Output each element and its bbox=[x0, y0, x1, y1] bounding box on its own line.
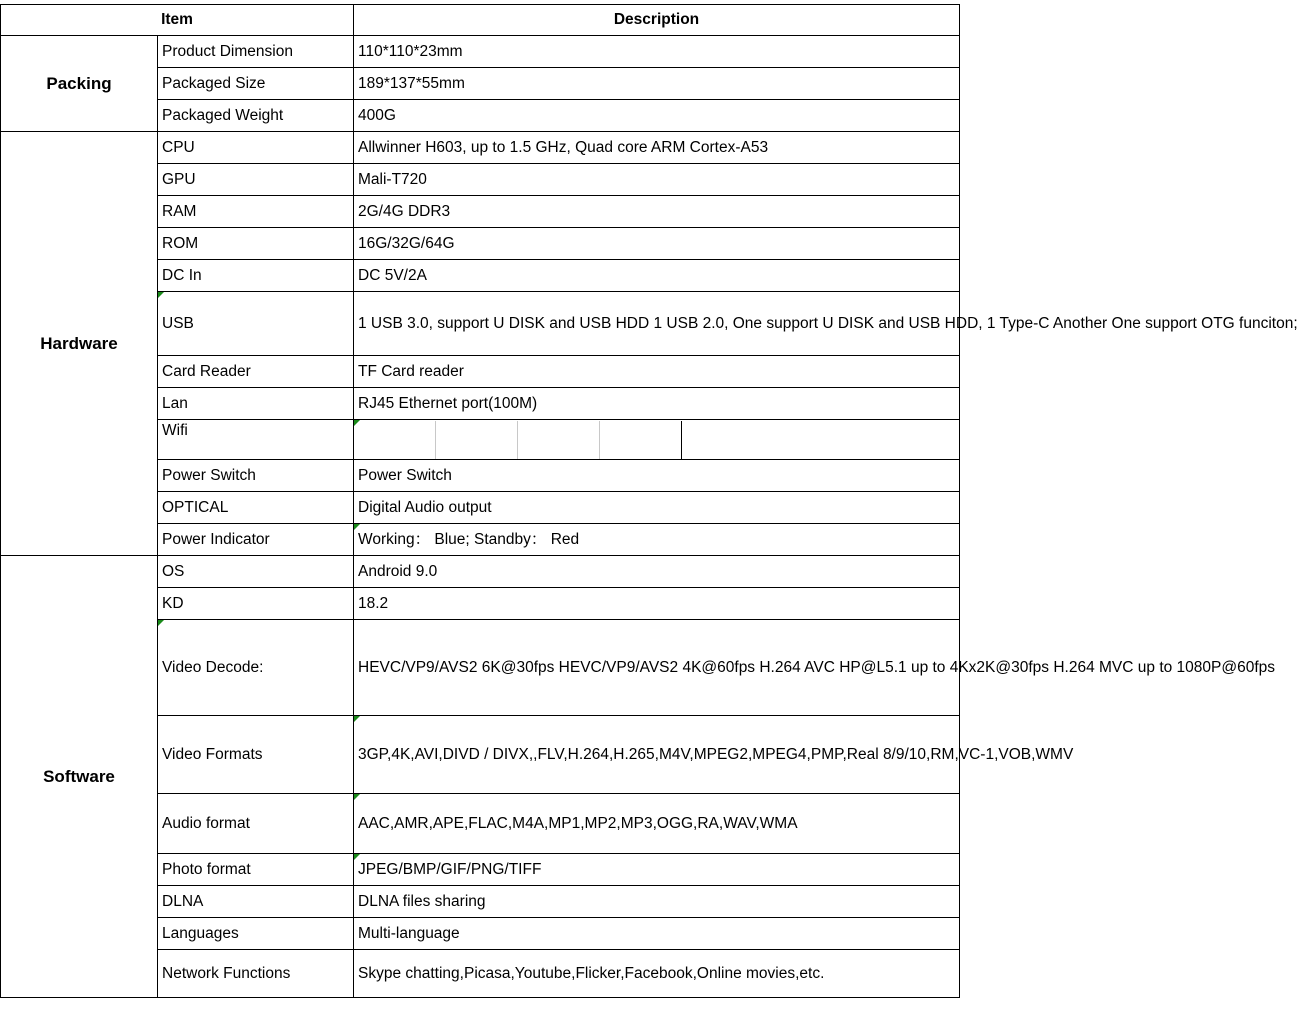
item-label: RAM bbox=[158, 196, 354, 228]
header-item: Item bbox=[1, 5, 354, 36]
item-value: HEVC/VP9/AVS2 6K@30fps HEVC/VP9/AVS2 4K@60fps H.264 AVC HP@L5.1 up to 4Kx2K@30fps H.264 MVC up to 1080P@60fps bbox=[354, 620, 960, 716]
item-value: Android 9.0 bbox=[354, 556, 960, 588]
category-software: Software bbox=[1, 556, 158, 998]
category-hardware: Hardware bbox=[1, 132, 158, 556]
item-value: Skype chatting,Picasa,Youtube,Flicker,Facebook,Online movies,etc. bbox=[354, 950, 960, 998]
item-value: 16G/32G/64G bbox=[354, 228, 960, 260]
item-label: GPU bbox=[158, 164, 354, 196]
wifi-value bbox=[354, 420, 960, 460]
item-label: Packaged Weight bbox=[158, 100, 354, 132]
item-value: Allwinner H603, up to 1.5 GHz, Quad core ARM Cortex-A53 bbox=[354, 132, 960, 164]
item-label: Power Indicator bbox=[158, 524, 354, 556]
item-value: Multi-language bbox=[354, 918, 960, 950]
item-value: 110*110*23mm bbox=[354, 36, 960, 68]
item-value: 400G bbox=[354, 100, 960, 132]
spec-table bbox=[0, 4, 1298, 998]
item-label: Languages bbox=[158, 918, 354, 950]
item-label: Network Functions bbox=[158, 950, 354, 998]
empty-cell bbox=[600, 421, 682, 459]
item-label: DLNA bbox=[158, 886, 354, 918]
table-row bbox=[1, 36, 960, 68]
item-value: TF Card reader bbox=[354, 356, 960, 388]
table-row bbox=[1, 132, 960, 164]
item-label: OS bbox=[158, 556, 354, 588]
item-value: DC 5V/2A bbox=[354, 260, 960, 292]
empty-cell bbox=[354, 421, 436, 459]
item-value: DLNA files sharing bbox=[354, 886, 960, 918]
item-value: Digital Audio output bbox=[354, 492, 960, 524]
item-value: Power Switch bbox=[354, 460, 960, 492]
header-row bbox=[1, 5, 960, 36]
item-label: Video Formats bbox=[158, 716, 354, 794]
item-label: OPTICAL bbox=[158, 492, 354, 524]
item-label: Packaged Size bbox=[158, 68, 354, 100]
item-value: 1 USB 3.0, support U DISK and USB HDD 1 USB 2.0, One support U DISK and USB HDD, 1 Type-C Another One support OTG funciton; bbox=[354, 292, 960, 356]
item-label: Lan bbox=[158, 388, 354, 420]
item-value: RJ45 Ethernet port(100M) bbox=[354, 388, 960, 420]
item-label: Power Switch bbox=[158, 460, 354, 492]
item-label: DC In bbox=[158, 260, 354, 292]
item-label: Wifi bbox=[158, 420, 354, 460]
table-row bbox=[1, 556, 960, 588]
item-value: 3GP,4K,AVI,DIVD / DIVX,,FLV,H.264,H.265,M4V,MPEG2,MPEG4,PMP,Real 8/9/10,RM,VC-1,VOB,WMV bbox=[354, 716, 960, 794]
category-packing: Packing bbox=[1, 36, 158, 132]
item-value: 2G/4G DDR3 bbox=[354, 196, 960, 228]
item-label: CPU bbox=[158, 132, 354, 164]
empty-cell bbox=[518, 421, 600, 459]
item-label: Video Decode: bbox=[158, 620, 354, 716]
item-value: AAC,AMR,APE,FLAC,M4A,MP1,MP2,MP3,OGG,RA,WAV,WMA bbox=[354, 794, 960, 854]
item-label: ROM bbox=[158, 228, 354, 260]
empty-cell bbox=[436, 421, 518, 459]
item-value: 189*137*55mm bbox=[354, 68, 960, 100]
item-label: Photo format bbox=[158, 854, 354, 886]
item-label: Audio format bbox=[158, 794, 354, 854]
item-value: JPEG/BMP/GIF/PNG/TIFF bbox=[354, 854, 960, 886]
header-description: Description bbox=[354, 5, 960, 36]
item-value: Mali-T720 bbox=[354, 164, 960, 196]
item-value: 18.2 bbox=[354, 588, 960, 620]
item-label: KD bbox=[158, 588, 354, 620]
wifi-empty-cells bbox=[354, 421, 959, 459]
item-label: Card Reader bbox=[158, 356, 354, 388]
item-value: Working： Blue; Standby： Red bbox=[354, 524, 960, 556]
item-label: USB bbox=[158, 292, 354, 356]
item-label: Product Dimension bbox=[158, 36, 354, 68]
